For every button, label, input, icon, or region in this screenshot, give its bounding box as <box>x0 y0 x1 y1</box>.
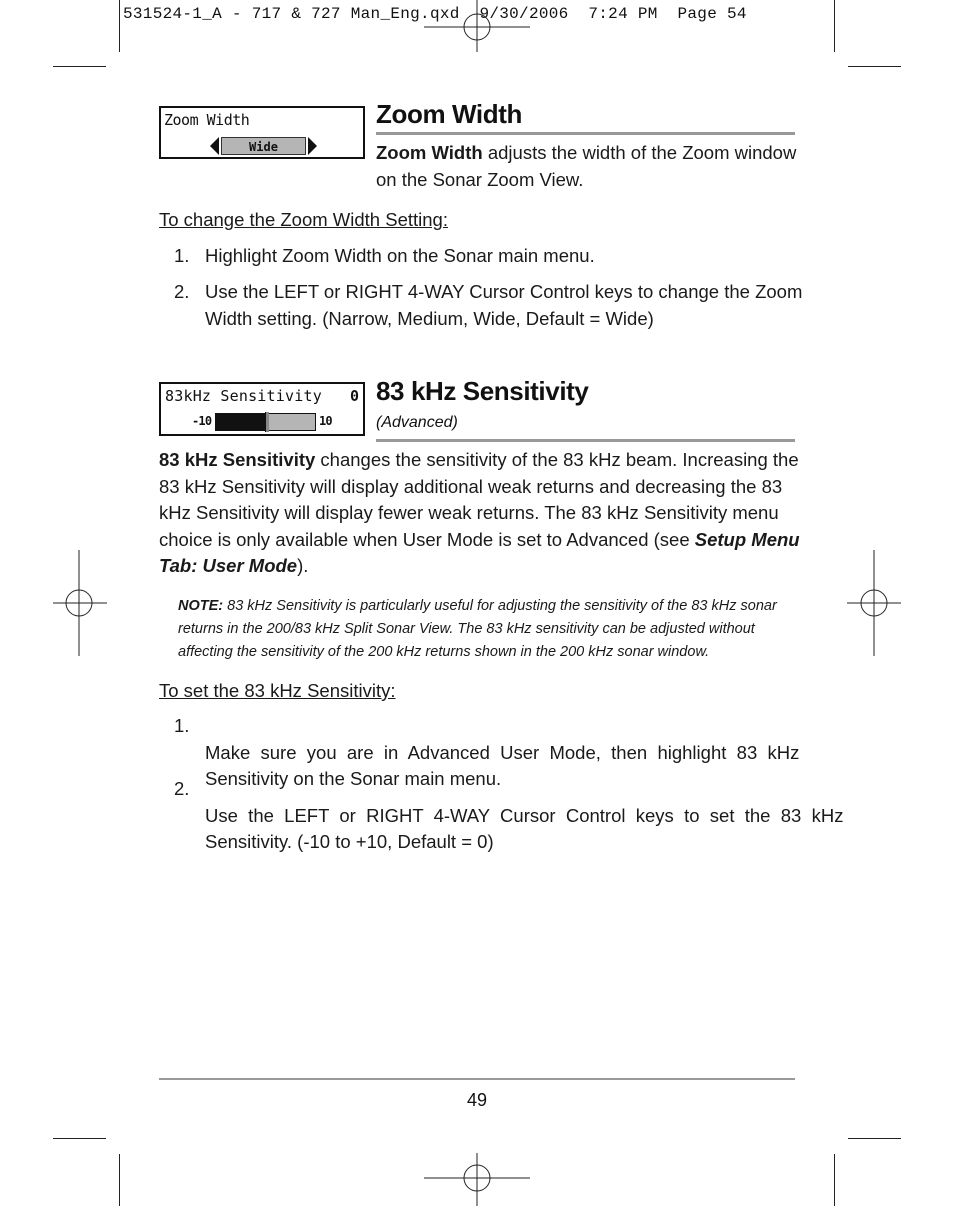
sensitivity-body <box>159 447 799 580</box>
body-line: kHz Sensitivity will display fewer weak returns. The 83 kHz Sensitivity menu <box>159 502 779 523</box>
sensitivity-slider-track <box>215 413 316 431</box>
sensitivity-slider-fill <box>216 414 266 430</box>
sensitivity-step-number: 2. <box>174 778 190 799</box>
crop-mark <box>848 1138 901 1139</box>
section-rule <box>376 439 795 442</box>
step-line: Sensitivity on the Sonar main menu. <box>205 768 502 789</box>
zoom-width-intro-text-2: on the Sonar Zoom View. <box>376 168 584 190</box>
sensitivity-widget-value: 0 <box>350 387 360 405</box>
page-number: 49 <box>466 1090 488 1110</box>
note-line: returns in the 200/83 kHz Split Sonar View. The 83 kHz sensitivity can be adjusted without <box>178 621 755 637</box>
crop-mark <box>119 0 120 52</box>
zoom-width-intro <box>376 140 801 193</box>
step-line: Use the LEFT or RIGHT 4-WAY Cursor Control keys to change the Zoom <box>205 281 803 302</box>
note-label: NOTE: <box>178 598 224 614</box>
body-line: choice is only available when User Mode is set to Advanced (see <box>159 528 695 550</box>
zoom-width-heading: Zoom Width <box>376 99 522 129</box>
registration-mark-left <box>53 550 107 656</box>
crop-mark <box>53 66 106 67</box>
zoom-width-widget-title: Zoom Width <box>164 111 250 129</box>
body-line: ). <box>297 555 309 576</box>
footer-rule <box>159 1078 795 1080</box>
sensitivity-widget-title: 83kHz Sensitivity <box>165 387 322 405</box>
registration-mark-right <box>847 550 901 656</box>
step-line: Use the LEFT or RIGHT 4-WAY Cursor Control keys to set the 83 kHz <box>205 804 844 826</box>
body-line: 83 kHz Sensitivity will display additional weak returns and decreasing the 83 <box>159 475 783 497</box>
crop-mark <box>53 1138 106 1139</box>
cross-reference: Tab: User Mode <box>159 555 298 576</box>
section-rule <box>376 132 795 135</box>
sensitivity-heading: 83 kHz Sensitivity <box>376 376 589 406</box>
note-line: affecting the sensitivity of the 200 kHz returns shown in the 200 kHz sonar window. <box>178 644 710 660</box>
zoom-width-procedure-heading: To change the Zoom Width Setting: <box>159 209 448 230</box>
sensitivity-slider-knob <box>265 412 269 432</box>
zoom-width-step-number: 2. <box>174 281 190 302</box>
crop-mark <box>834 0 835 52</box>
sensitivity-step-number: 1. <box>174 715 190 736</box>
left-arrow-icon <box>210 137 219 155</box>
zoom-width-intro-text: adjusts the width of the Zoom window <box>482 142 797 163</box>
sensitivity-subheading: (Advanced) <box>376 414 458 431</box>
step-line: Make sure you are in Advanced User Mode, then highlight 83 kHz <box>205 741 800 763</box>
registration-mark-top <box>424 0 532 52</box>
print-slug: 531524-1_A - 717 & 727 Man_Eng.qxd 9/30/2006 7:24 PM Page 54 <box>123 5 747 23</box>
zoom-width-step-text: Highlight Zoom Width on the Sonar main menu. <box>205 245 595 266</box>
crop-mark <box>834 1154 835 1206</box>
body-line: changes the sensitivity of the 83 kHz beam. Increasing the <box>315 449 799 470</box>
step-line: Sensitivity. (-10 to +10, Default = 0) <box>205 831 494 852</box>
step-line: Width setting. (Narrow, Medium, Wide, Default = Wide) <box>205 307 654 329</box>
sensitivity-menu-widget <box>159 382 365 436</box>
zoom-width-intro-bold: Zoom Width <box>376 142 483 163</box>
sensitivity-widget-min: -10 <box>192 414 212 428</box>
crop-mark <box>848 66 901 67</box>
registration-mark-bottom <box>424 1153 532 1206</box>
zoom-width-step-number: 1. <box>174 245 190 266</box>
zoom-width-step-text <box>205 279 802 332</box>
sensitivity-note <box>178 595 798 664</box>
crop-mark <box>119 1154 120 1206</box>
right-arrow-icon <box>308 137 317 155</box>
sensitivity-body-bold: 83 kHz Sensitivity <box>159 449 316 470</box>
cross-reference: Setup Menu <box>694 528 800 550</box>
sensitivity-procedure-heading: To set the 83 kHz Sensitivity: <box>159 680 396 701</box>
sensitivity-widget-max: 10 <box>319 414 332 428</box>
zoom-width-widget-value: Wide <box>221 137 306 155</box>
zoom-width-menu-widget <box>159 106 365 159</box>
note-line: 83 kHz Sensitivity is particularly useful for adjusting the sensitivity of the 83 kHz sonar <box>223 598 777 614</box>
sensitivity-step-text <box>205 776 843 856</box>
